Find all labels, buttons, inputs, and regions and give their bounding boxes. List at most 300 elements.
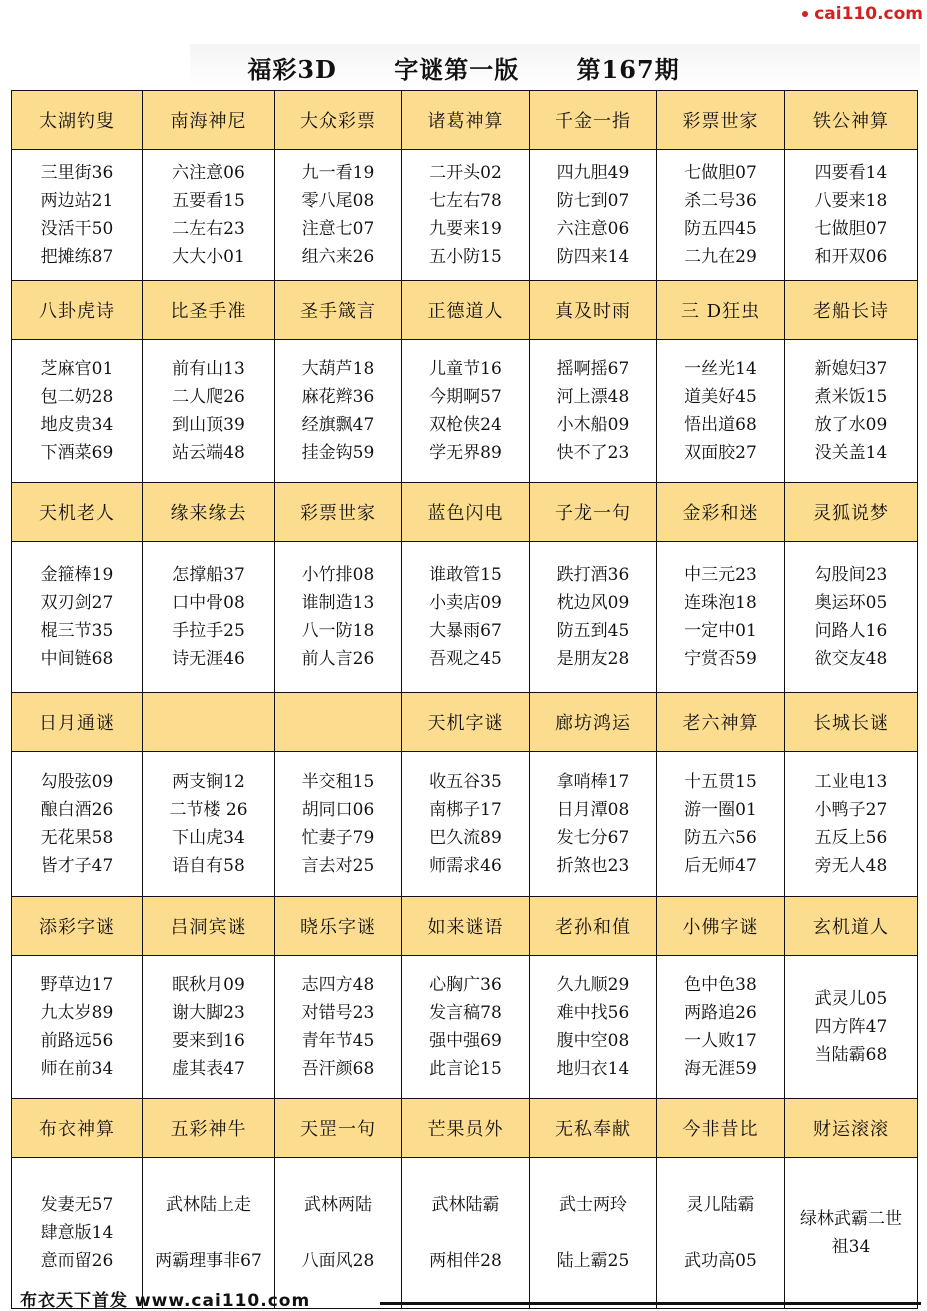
riddle-lines <box>530 768 656 880</box>
column-header: 千金一指 <box>530 91 657 150</box>
riddle-line: 陆上霸25 <box>556 1251 630 1271</box>
riddle-cell <box>12 542 143 693</box>
riddle-lines <box>657 1191 784 1275</box>
riddle-line: 到山顶39 <box>172 415 245 435</box>
riddle-line: 两路追26 <box>684 1003 757 1023</box>
column-header: 缘来缘去 <box>143 483 275 542</box>
riddle-cell <box>657 150 785 281</box>
riddle-cell <box>12 150 143 281</box>
column-header: 灵狐说梦 <box>785 483 918 542</box>
riddle-line: 河上漂48 <box>556 387 630 407</box>
riddle-line: 野草边17 <box>40 975 114 995</box>
riddle-line: 九一看19 <box>301 163 375 183</box>
riddle-line: 防五到45 <box>556 621 630 641</box>
riddle-line: 大暴雨67 <box>429 621 502 641</box>
riddle-line: 二左右23 <box>172 219 245 239</box>
column-header: 正德道人 <box>402 281 530 340</box>
riddle-line: 一人败17 <box>684 1031 757 1051</box>
column-header: 廊坊鸿运 <box>530 693 657 752</box>
column-header: 老船长诗 <box>785 281 918 340</box>
riddle-lines <box>275 768 401 880</box>
riddle-cell <box>402 542 530 693</box>
riddle-line: 挂金钩59 <box>301 443 375 463</box>
riddle-line: 勾股间23 <box>814 565 888 585</box>
riddle-line: 道美好45 <box>684 387 757 407</box>
riddle-line: 拿哨棒17 <box>556 772 630 792</box>
riddle-cell <box>530 956 657 1099</box>
riddle-lines <box>402 355 529 467</box>
riddle-line: 二开头02 <box>429 163 502 183</box>
riddle-lines <box>12 561 142 673</box>
riddle-row <box>12 542 918 693</box>
riddle-lines <box>12 159 142 271</box>
riddle-line: 手拉手25 <box>172 621 245 641</box>
riddle-line: 中三元23 <box>684 565 757 585</box>
riddle-line: 发妻无57 <box>40 1195 114 1215</box>
riddle-line: 下酒菜69 <box>40 443 114 463</box>
column-header: 蓝色闪电 <box>402 483 530 542</box>
riddle-line <box>275 1219 401 1247</box>
header-row <box>12 693 918 752</box>
riddle-line: 五小防15 <box>429 247 502 267</box>
riddle-line: 难中找56 <box>556 1003 630 1023</box>
footer-rule <box>380 1302 921 1305</box>
riddle-cell <box>530 752 657 897</box>
riddle-line: 两相伴28 <box>429 1251 502 1271</box>
riddle-line: 大葫芦18 <box>301 359 375 379</box>
riddle-lines <box>530 561 656 673</box>
riddle-line: 防五四45 <box>684 219 757 239</box>
riddle-lines <box>402 1191 529 1275</box>
column-header: 五彩神牛 <box>143 1099 275 1158</box>
riddle-cell <box>275 752 402 897</box>
riddle-line: 皆才子47 <box>40 856 114 876</box>
riddle-line: 祖34 <box>831 1237 871 1257</box>
column-header: 圣手箴言 <box>275 281 402 340</box>
riddle-lines <box>402 971 529 1083</box>
column-header: 金彩和迷 <box>657 483 785 542</box>
riddle-line: 二九在29 <box>684 247 757 267</box>
riddle-line: 连珠泡18 <box>684 593 757 613</box>
riddle-line: 武林陆上走 <box>166 1195 251 1215</box>
riddle-line: 七左右78 <box>429 191 502 211</box>
riddle-line: 言去对25 <box>301 856 375 876</box>
riddle-line: 防五六56 <box>684 828 757 848</box>
riddle-line: 双面胶27 <box>684 443 757 463</box>
riddle-line: 海无涯59 <box>684 1059 757 1079</box>
riddle-lines <box>402 768 529 880</box>
riddle-lines <box>275 1191 401 1275</box>
riddle-line: 胡同口06 <box>301 800 375 820</box>
footer-text: 布衣天下首发 www.cai110.com <box>20 1291 311 1311</box>
riddle-line: 勾股弦09 <box>40 772 114 792</box>
riddle-line: 是朋友28 <box>556 649 630 669</box>
riddle-line: 下山虎34 <box>172 828 245 848</box>
riddle-line: 游一圈01 <box>684 800 757 820</box>
riddle-row <box>12 340 918 483</box>
column-header <box>143 693 275 752</box>
column-header: 日月通谜 <box>12 693 143 752</box>
riddle-line: 久九顺29 <box>556 975 630 995</box>
riddle-line: 中间链68 <box>40 649 114 669</box>
column-header: 老六神算 <box>657 693 785 752</box>
riddle-line: 九要来19 <box>429 219 502 239</box>
title-issue: 第167期 <box>576 55 680 84</box>
riddle-line: 零八尾08 <box>301 191 375 211</box>
riddle-line: 枕边风09 <box>556 593 630 613</box>
riddle-row <box>12 150 918 281</box>
riddle-line: 武林陆霸 <box>431 1195 500 1215</box>
riddle-lines <box>143 159 274 271</box>
site-brand[interactable] <box>802 4 923 24</box>
column-header: 如来谜语 <box>402 897 530 956</box>
riddle-line: 经旗飘47 <box>301 415 375 435</box>
riddle-line: 绿林武霸二世 <box>800 1209 902 1229</box>
column-header: 吕洞宾谜 <box>143 897 275 956</box>
column-header: 添彩字谜 <box>12 897 143 956</box>
riddle-cell <box>530 340 657 483</box>
column-header: 长城长谜 <box>785 693 918 752</box>
riddle-cell <box>143 340 275 483</box>
riddle-line: 五要看15 <box>172 191 245 211</box>
riddle-line <box>530 1219 656 1247</box>
riddle-line: 心胸广36 <box>429 975 502 995</box>
riddle-table <box>11 90 918 1309</box>
riddle-lines <box>275 159 401 271</box>
riddle-line: 今期啊57 <box>429 387 502 407</box>
riddle-cell <box>12 956 143 1099</box>
riddle-cell <box>657 752 785 897</box>
riddle-lines <box>143 1191 274 1275</box>
header-row <box>12 483 918 542</box>
riddle-line: 师在前34 <box>40 1059 114 1079</box>
column-header <box>275 693 402 752</box>
riddle-line: 站云端48 <box>172 443 245 463</box>
riddle-lines <box>275 561 401 673</box>
column-header: 玄机道人 <box>785 897 918 956</box>
riddle-line: 酿白酒26 <box>40 800 114 820</box>
page-title <box>0 50 927 85</box>
riddle-lines <box>785 1205 917 1261</box>
column-header: 诸葛神算 <box>402 91 530 150</box>
riddle-cell <box>785 340 918 483</box>
riddle-line: 把摊练87 <box>40 247 114 267</box>
riddle-cell <box>275 542 402 693</box>
riddle-lines <box>12 971 142 1083</box>
column-header: 天罡一句 <box>275 1099 402 1158</box>
column-header: 八卦虎诗 <box>12 281 143 340</box>
riddle-line: 小木船09 <box>556 415 630 435</box>
riddle-row <box>12 956 918 1099</box>
riddle-line: 九太岁89 <box>40 1003 114 1023</box>
riddle-line: 芝麻官01 <box>40 359 114 379</box>
column-header: 无私奉献 <box>530 1099 657 1158</box>
riddle-line: 三里街36 <box>40 163 114 183</box>
riddle-lines <box>785 561 917 673</box>
riddle-line: 金箍棒19 <box>40 565 114 585</box>
column-header: 铁公神算 <box>785 91 918 150</box>
brand-dot-icon <box>802 11 808 17</box>
riddle-lines <box>530 355 656 467</box>
riddle-lines <box>275 355 401 467</box>
riddle-cell <box>143 956 275 1099</box>
riddle-line: 收五谷35 <box>429 772 502 792</box>
riddle-line: 后无师47 <box>684 856 757 876</box>
riddle-line: 谢大脚23 <box>172 1003 245 1023</box>
riddle-line: 大大小01 <box>172 247 245 267</box>
riddle-lines <box>785 768 917 880</box>
riddle-line: 快不了23 <box>556 443 630 463</box>
riddle-line: 吾观之45 <box>429 649 502 669</box>
brand-text: cai110.com <box>814 4 923 24</box>
riddle-line: 悟出道68 <box>684 415 757 435</box>
riddle-line: 没活干50 <box>40 219 114 239</box>
riddle-lines <box>657 159 784 271</box>
riddle-line: 问路人16 <box>814 621 888 641</box>
riddle-line: 谁敢管15 <box>429 565 502 585</box>
riddle-line: 武士两玲 <box>559 1195 627 1215</box>
riddle-line: 跌打酒36 <box>556 565 630 585</box>
riddle-line: 肆意版14 <box>40 1223 114 1243</box>
riddle-line: 半交租15 <box>301 772 375 792</box>
riddle-line: 二节楼 26 <box>169 800 248 820</box>
riddle-line: 师需求46 <box>429 856 502 876</box>
riddle-line: 巴久流89 <box>429 828 502 848</box>
column-header: 布衣神算 <box>12 1099 143 1158</box>
riddle-line: 小竹排08 <box>301 565 375 585</box>
riddle-cell <box>402 956 530 1099</box>
riddle-line: 奥运环05 <box>814 593 888 613</box>
riddle-cell <box>785 956 918 1099</box>
riddle-line: 志四方48 <box>301 975 375 995</box>
riddle-line: 宁赏否59 <box>684 649 757 669</box>
riddle-line: 南梆子17 <box>429 800 502 820</box>
riddle-line: 吾汗颜68 <box>301 1059 375 1079</box>
riddle-line: 小卖店09 <box>429 593 502 613</box>
riddle-line: 前有山13 <box>172 359 245 379</box>
column-header: 老孙和值 <box>530 897 657 956</box>
riddle-line: 强中强69 <box>429 1031 502 1051</box>
column-header: 太湖钓叟 <box>12 91 143 150</box>
riddle-line: 诗无涯46 <box>172 649 245 669</box>
header-row <box>12 1099 918 1158</box>
riddle-line: 折煞也23 <box>556 856 630 876</box>
riddle-cell <box>785 150 918 281</box>
title-lottery: 福彩3D <box>247 55 337 84</box>
riddle-cell <box>785 752 918 897</box>
riddle-line: 语自有58 <box>172 856 245 876</box>
riddle-line: 四方阵47 <box>814 1017 888 1037</box>
riddle-lines <box>12 1191 142 1275</box>
riddle-line: 要来到16 <box>172 1031 245 1051</box>
riddle-line: 八面风28 <box>301 1251 375 1271</box>
riddle-line: 防七到07 <box>556 191 630 211</box>
riddle-cell <box>12 340 143 483</box>
riddle-cell <box>402 340 530 483</box>
riddle-line: 怎撑船37 <box>172 565 245 585</box>
riddle-cell <box>143 150 275 281</box>
column-header: 晓乐字谜 <box>275 897 402 956</box>
riddle-line: 八要来18 <box>814 191 888 211</box>
riddle-line: 五反上56 <box>814 828 888 848</box>
riddle-lines <box>657 355 784 467</box>
riddle-row <box>12 752 918 897</box>
riddle-line: 二人爬26 <box>172 387 245 407</box>
riddle-lines <box>143 768 274 880</box>
riddle-line: 无花果58 <box>40 828 114 848</box>
riddle-line: 忙妻子79 <box>301 828 375 848</box>
riddle-line: 学无界89 <box>429 443 502 463</box>
riddle-lines <box>12 768 142 880</box>
riddle-line: 地皮贵34 <box>40 415 114 435</box>
riddle-line: 当陆霸68 <box>814 1045 888 1065</box>
riddle-line: 七做胆07 <box>684 163 757 183</box>
riddle-cell <box>657 542 785 693</box>
column-header: 彩票世家 <box>657 91 785 150</box>
riddle-cell <box>143 542 275 693</box>
riddle-line: 新媳妇37 <box>814 359 888 379</box>
column-header: 财运滚滚 <box>785 1099 918 1158</box>
riddle-line: 两边站21 <box>40 191 114 211</box>
riddle-line: 六注意06 <box>172 163 245 183</box>
riddle-line <box>657 1219 784 1247</box>
riddle-line: 八一防18 <box>301 621 375 641</box>
riddle-line: 包二奶28 <box>40 387 114 407</box>
riddle-line: 七做胆07 <box>814 219 888 239</box>
riddle-line: 双刃剑27 <box>40 593 114 613</box>
riddle-line: 一丝光14 <box>684 359 757 379</box>
riddle-lines <box>530 1191 656 1275</box>
riddle-line: 工业电13 <box>814 772 888 792</box>
column-header: 彩票世家 <box>275 483 402 542</box>
riddle-lines <box>657 971 784 1083</box>
riddle-line: 武功高05 <box>684 1251 757 1271</box>
riddle-lines <box>657 768 784 880</box>
riddle-line: 口中骨08 <box>172 593 245 613</box>
riddle-line: 四九胆49 <box>556 163 630 183</box>
riddle-line: 两霸理事非67 <box>155 1251 262 1271</box>
riddle-line <box>143 1219 274 1247</box>
riddle-line: 武灵儿05 <box>814 989 888 1009</box>
riddle-line: 组六来26 <box>301 247 375 267</box>
riddle-cell <box>657 956 785 1099</box>
riddle-lines <box>143 561 274 673</box>
riddle-lines <box>657 561 784 673</box>
riddle-line: 前人言26 <box>301 649 375 669</box>
riddle-line: 腹中空08 <box>556 1031 630 1051</box>
riddle-cell <box>12 752 143 897</box>
column-header: 比圣手准 <box>143 281 275 340</box>
title-edition: 字谜第一版 <box>394 55 520 84</box>
riddle-line: 灵儿陆霸 <box>686 1195 755 1215</box>
riddle-line: 小鸭子27 <box>814 800 888 820</box>
riddle-line: 一定中01 <box>684 621 757 641</box>
riddle-line: 谁制造13 <box>301 593 375 613</box>
riddle-line: 青年节45 <box>301 1031 375 1051</box>
riddle-line: 武林两陆 <box>304 1195 372 1215</box>
riddle-line: 前路远56 <box>40 1031 114 1051</box>
column-header: 南海神尼 <box>143 91 275 150</box>
riddle-line: 旁无人48 <box>814 856 888 876</box>
riddle-line: 地归衣14 <box>556 1059 630 1079</box>
riddle-cell <box>275 956 402 1099</box>
riddle-line: 和开双06 <box>814 247 888 267</box>
riddle-cell <box>657 340 785 483</box>
riddle-lines <box>785 985 917 1069</box>
riddle-line: 虚其表47 <box>172 1059 245 1079</box>
riddle-line: 日月潭08 <box>556 800 630 820</box>
riddle-line: 煮米饭15 <box>814 387 888 407</box>
riddle-line: 棍三节35 <box>40 621 114 641</box>
riddle-cell <box>143 752 275 897</box>
riddle-line: 此言论15 <box>429 1059 502 1079</box>
column-header: 天机字谜 <box>402 693 530 752</box>
column-header: 真及时雨 <box>530 281 657 340</box>
riddle-lines <box>402 561 529 673</box>
riddle-line: 十五贯15 <box>684 772 757 792</box>
column-header: 大众彩票 <box>275 91 402 150</box>
column-header: 芒果员外 <box>402 1099 530 1158</box>
riddle-line: 欲交友48 <box>814 649 888 669</box>
riddle-line: 意而留26 <box>40 1251 114 1271</box>
riddle-line: 防四来14 <box>556 247 630 267</box>
column-header: 小佛字谜 <box>657 897 785 956</box>
riddle-cell <box>402 752 530 897</box>
riddle-lines <box>143 971 274 1083</box>
riddle-lines <box>402 159 529 271</box>
riddle-line: 对错号23 <box>301 1003 375 1023</box>
footer-bar <box>0 1284 927 1310</box>
riddle-line <box>402 1219 529 1247</box>
riddle-lines <box>12 355 142 467</box>
header-row <box>12 897 918 956</box>
riddle-line: 两支锏12 <box>172 772 245 792</box>
column-header: 今非昔比 <box>657 1099 785 1158</box>
riddle-cell <box>402 150 530 281</box>
riddle-lines <box>530 159 656 271</box>
riddle-line: 发言稿78 <box>429 1003 502 1023</box>
riddle-lines <box>785 159 917 271</box>
column-header: 子龙一句 <box>530 483 657 542</box>
riddle-line: 注意七07 <box>301 219 375 239</box>
riddle-lines <box>143 355 274 467</box>
riddle-cell <box>530 542 657 693</box>
riddle-line: 发七分67 <box>556 828 630 848</box>
column-header: 天机老人 <box>12 483 143 542</box>
riddle-line: 四要看14 <box>814 163 888 183</box>
riddle-line: 色中色38 <box>684 975 757 995</box>
riddle-line: 麻花辫36 <box>301 387 375 407</box>
riddle-line: 放了水09 <box>814 415 888 435</box>
riddle-lines <box>785 355 917 467</box>
riddle-line: 双枪侠24 <box>429 415 502 435</box>
header-row <box>12 91 918 150</box>
riddle-cell <box>785 542 918 693</box>
riddle-line: 杀二号36 <box>684 191 757 211</box>
riddle-cell <box>275 150 402 281</box>
riddle-line: 摇啊摇67 <box>556 359 630 379</box>
header-row <box>12 281 918 340</box>
riddle-lines <box>275 971 401 1083</box>
riddle-line: 没关盖14 <box>814 443 888 463</box>
riddle-line: 六注意06 <box>556 219 630 239</box>
riddle-cell <box>275 340 402 483</box>
riddle-lines <box>530 971 656 1083</box>
riddle-cell <box>530 150 657 281</box>
riddle-line: 儿童节16 <box>429 359 502 379</box>
column-header: 三 D狂虫 <box>657 281 785 340</box>
riddle-line: 眠秋月09 <box>172 975 245 995</box>
